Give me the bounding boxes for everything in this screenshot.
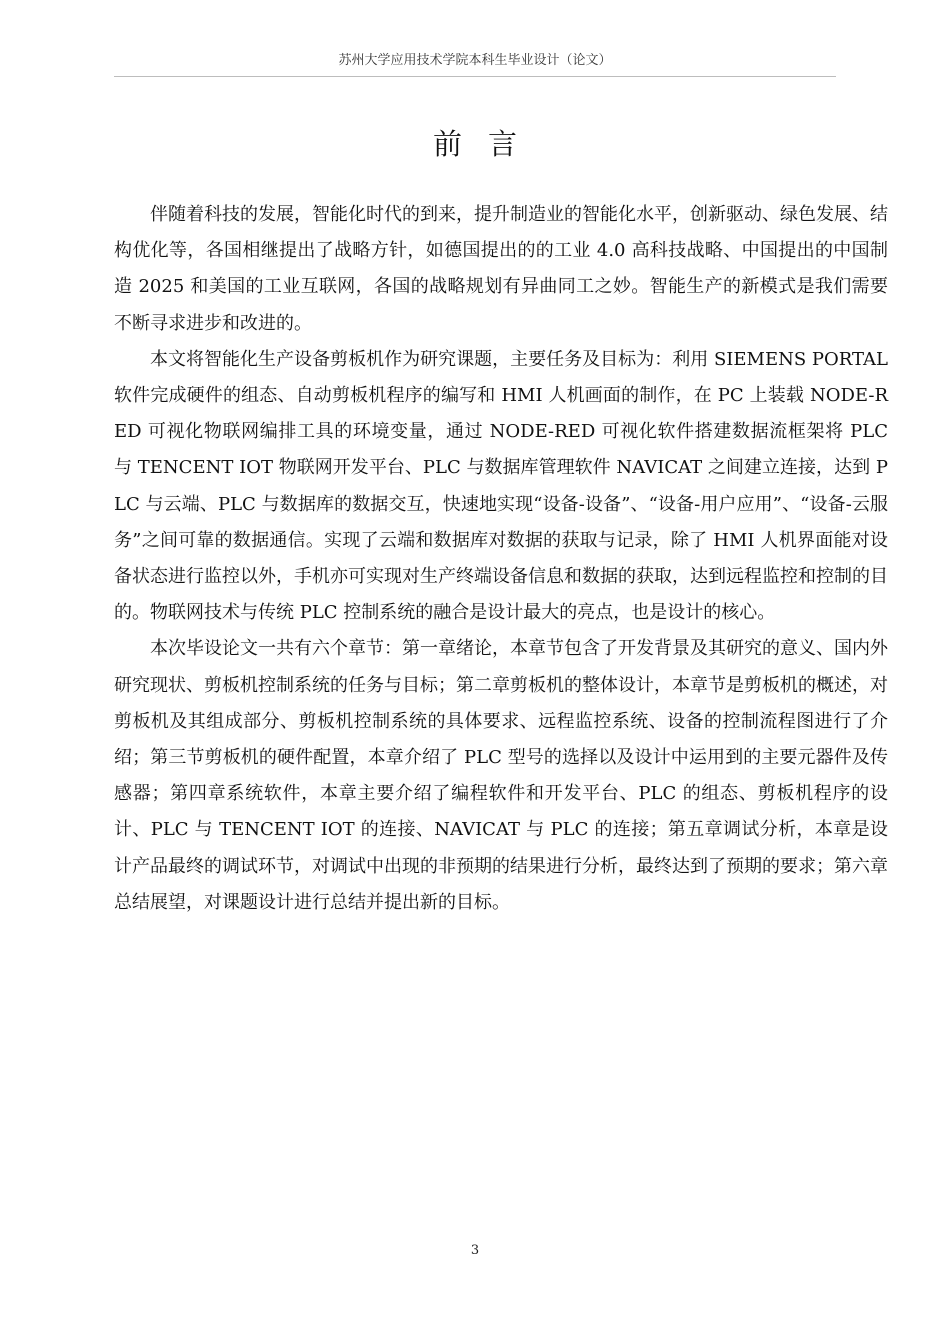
paragraph-background: 伴随着科技的发展，智能化时代的到来，提升制造业的智能化水平，创新驱动、绿色发展、结构优化等，各国相继提出了战略方针，如德国提出的的工业 4.0 高科技战略、中国提出的中国制造 2025 和美国的工业互联网，各国的战略规划有异曲同工之妙。智能生产的新模式是我们需要不断寻求进步和改进的。 [114,204,888,334]
page-number: 3 [470,1243,480,1258]
body-text [114,197,888,921]
paragraph-objectives: 本文将智能化生产设备剪板机作为研究课题，主要任务及目标为：利用 SIEMENS PORTAL 软件完成硬件的组态、自动剪板机程序的编写和 HMI 人机画面的制作，在 PC 上装载 NODE-RED 可视化物联网编排工具的环境变量，通过 NODE-RED 可视化软件搭建数据流框架将 PLC 与 TENCENT IOT 物联网开发平台、PLC 与数据库管理软件 NAVICAT 之间建立连接，达到 PLC 与云端、PLC 与数据库的数据交互，快速地实现“设备-设备”、“设备-用户应用”、“设备-云服务”之间可靠的数据通信。实现了云端和数据库对数据的获取与记录，除了 HMI 人机界面能对设备状态进行监控以外，手机亦可实现对生产终端设备信息和数据的获取，达到远程监控和控制的目的。物联网技术与传统 PLC 控制系统的融合是设计最大的亮点，也是设计的核心。 [114,348,888,624]
running-header: 苏州大学应用技术学院本科生毕业设计（论文） [338,53,612,68]
page-title: 前言 [432,127,543,161]
header-divider [114,76,836,77]
paragraph-chapter-overview: 本次毕设论文一共有六个章节：第一章绪论，本章节包含了开发背景及其研究的意义、国内外研究现状、剪板机控制系统的任务与目标；第二章剪板机的整体设计，本章节是剪板机的概述，对剪板机及其组成部分、剪板机控制系统的具体要求、远程监控系统、设备的控制流程图进行了介绍；第三节剪板机的硬件配置，本章介绍了 PLC 型号的选择以及设计中运用到的主要元器件及传感器；第四章系统软件，本章主要介绍了编程软件和开发平台、PLC 的组态、剪板机程序的设计、PLC 与 TENCENT IOT 的连接、NAVICAT 与 PLC 的连接；第五章调试分析，本章是设计产品最终的调试环节，对调试中出现的非预期的结果进行分析，最终达到了预期的要求；第六章总结展望，对课题设计进行总结并提出新的目标。 [114,638,888,913]
